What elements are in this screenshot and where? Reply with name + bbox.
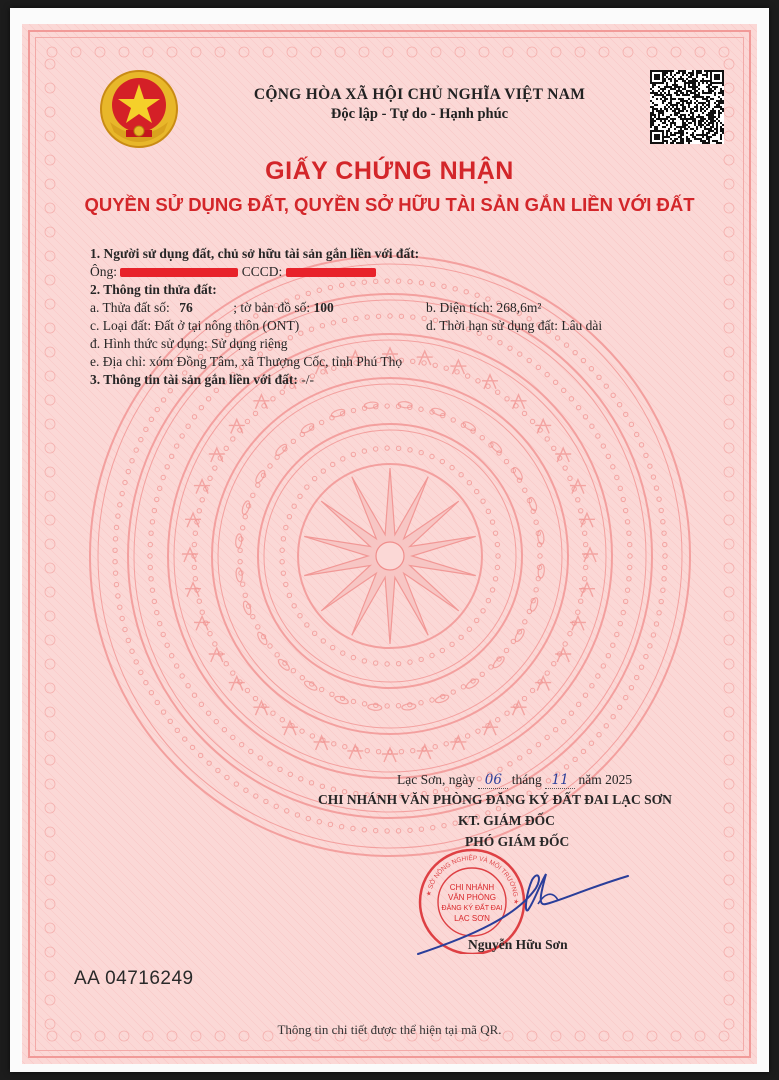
section3-line <box>90 372 314 388</box>
nation-header: CỘNG HÒA XÃ HỘI CHỦ NGHĨA VIỆT NAM <box>253 86 586 103</box>
svg-text:★ SỞ NÔNG NGHIỆP VÀ MÔI TRƯỜNG: ★ SỞ NÔNG NGHIỆP VÀ MÔI TRƯỜNG ★ <box>425 854 520 905</box>
map-sheet-label: ; tờ bản đồ số: <box>233 300 311 315</box>
qr-footnote: Thông tin chi tiết được thể hiện tại mã QR. <box>277 1022 502 1037</box>
land-type: c. Loại đất: Đất ở tại nông thôn (ONT) <box>90 318 300 333</box>
serial-number: AA 04716249 <box>74 968 194 989</box>
section3-heading: 3. Thông tin tài sản gắn liền với đất: <box>90 372 298 387</box>
owner-line <box>90 264 376 280</box>
section3-value: -/- <box>301 372 315 387</box>
issuing-office: CHI NHÁNH VĂN PHÒNG ĐĂNG KÝ ĐẤT ĐAI LẠC SƠN <box>318 792 672 807</box>
seal-line3: ĐĂNG KÝ ĐẤT ĐAI <box>441 905 503 912</box>
usage-form: đ. Hình thức sử dụng: Sử dụng riêng <box>90 336 288 351</box>
parcel-line <box>90 300 334 316</box>
on-behalf-title: KT. GIÁM ĐỐC <box>458 813 555 828</box>
redacted-owner-name <box>120 268 238 277</box>
certificate-subtitle: QUYỀN SỬ DỤNG ĐẤT, QUYỀN SỞ HỮU TÀI SẢN GẮN LIỀN VỚI ĐẤT <box>84 194 695 215</box>
motto: Độc lập - Tự do - Hạnh phúc <box>330 106 509 122</box>
seal-line1: CHI NHÁNH <box>449 883 495 892</box>
signing-day: 06 <box>478 772 508 789</box>
seal-line2: VĂN PHÒNG <box>447 893 497 902</box>
certificate-title: GIẤY CHỨNG NHẬN <box>265 157 514 185</box>
owner-label: Ông: <box>90 264 117 279</box>
parcel-address: e. Địa chỉ: xóm Đồng Tâm, xã Thượng Cốc, tỉnh Phú Thọ <box>90 354 403 369</box>
signing-place: Lạc Sơn, ngày <box>397 772 475 787</box>
land-area: b. Diện tích: 268,6m² <box>426 300 542 315</box>
signer-name: Nguyễn Hữu Sơn <box>468 937 568 952</box>
redacted-id-number <box>286 268 376 277</box>
section1-heading: 1. Người sử dụng đất, chủ sở hữu tài sản gắn liền với đất: <box>90 246 420 261</box>
parcel-label: a. Thửa đất số: <box>90 300 170 315</box>
year-label: năm 2025 <box>578 772 633 787</box>
signing-date <box>397 772 632 789</box>
section2-heading: 2. Thông tin thửa đất: <box>90 282 217 297</box>
seal-line4: LẠC SƠN <box>454 914 490 923</box>
month-label: tháng <box>511 772 542 787</box>
document-sheet <box>10 8 769 1072</box>
map-sheet-number: 100 <box>313 300 334 315</box>
parcel-number: 76 <box>179 300 193 315</box>
certificate <box>22 24 757 1064</box>
signer-position: PHÓ GIÁM ĐỐC <box>465 834 570 849</box>
id-label: CCCD: <box>241 264 283 279</box>
signing-month: 11 <box>545 772 575 789</box>
usage-term: d. Thời hạn sử dụng đất: Lâu dài <box>426 318 603 333</box>
